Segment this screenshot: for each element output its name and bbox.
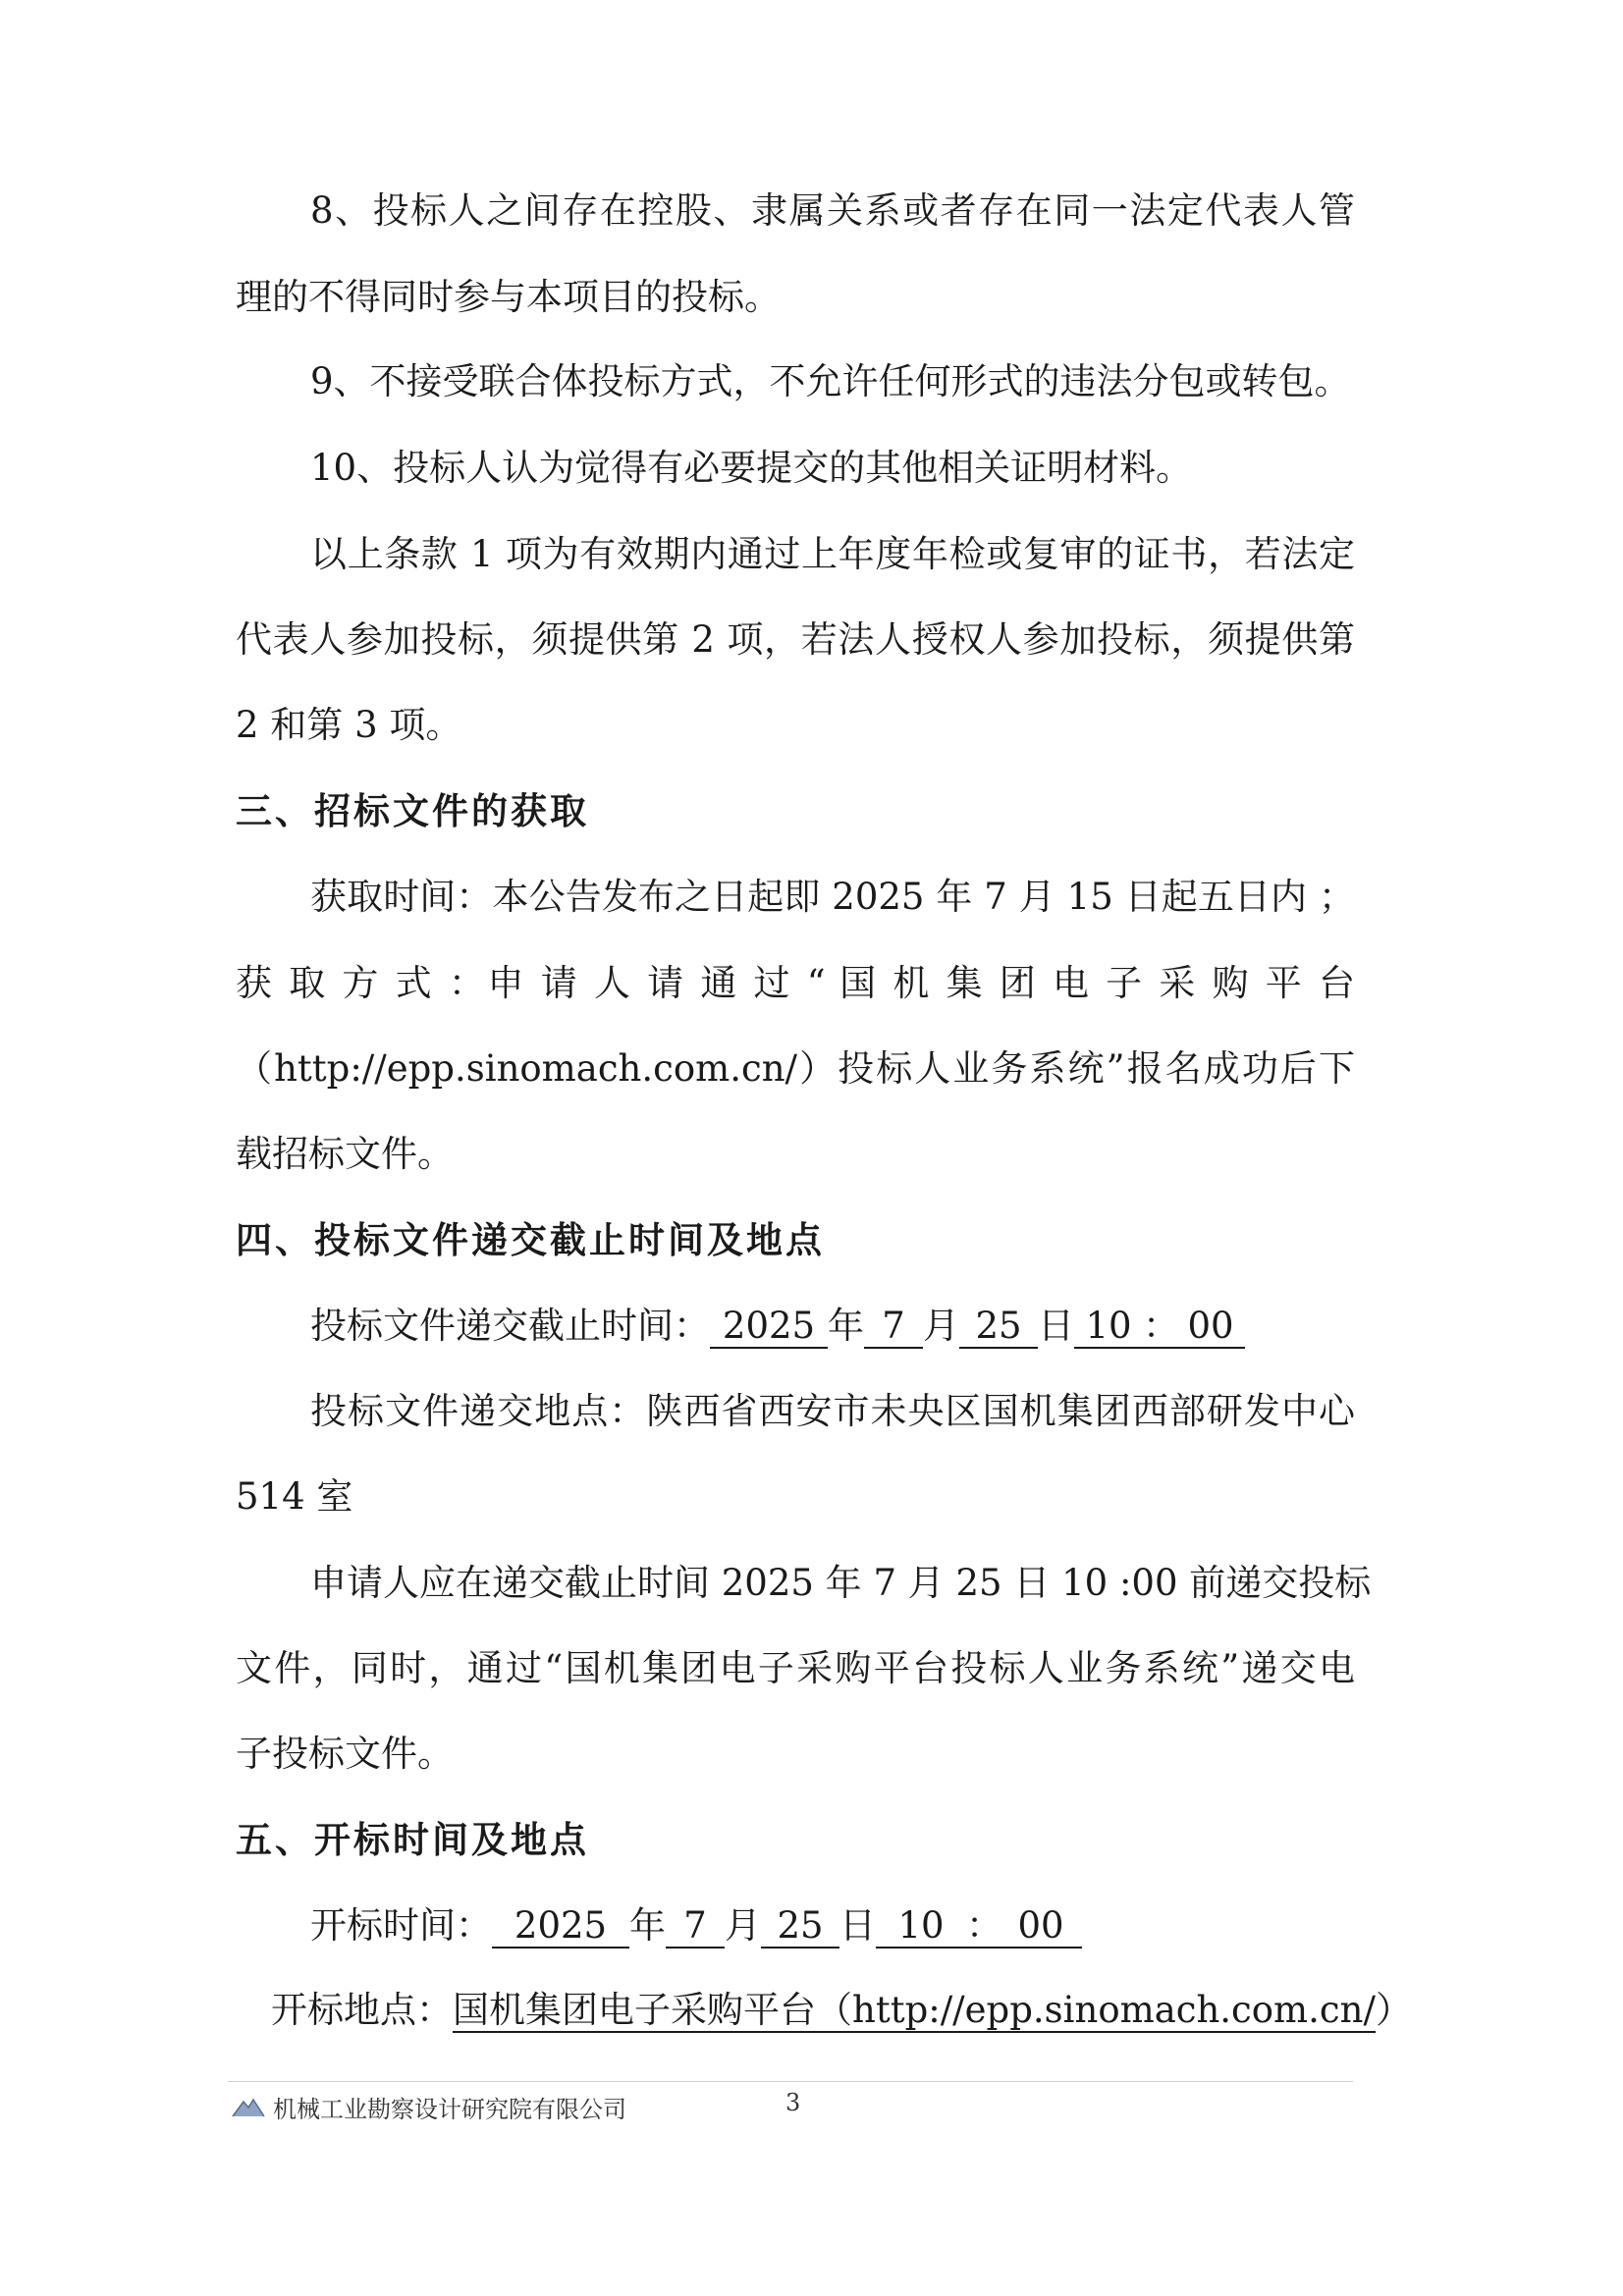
submission-note-line-1: 申请人应在递交截止时间 2025 年 7 月 25 日 10 :00 前递交投标 <box>310 1562 1372 1604</box>
opening-colon: ： <box>966 1904 1002 1947</box>
opening-month: 7 <box>666 1905 725 1949</box>
submission-note-line-2: 文件，同时，通过“国机集团电子采购平台投标人业务系统”递交电 <box>236 1647 1355 1689</box>
opening-place-label: 开标地点： <box>271 1989 453 2031</box>
section-5-heading: 五、开标时间及地点 <box>236 1819 589 1861</box>
deadline-colon: ： <box>1143 1305 1179 1347</box>
opening-day: 25 <box>761 1905 839 1949</box>
footer-company-name: 机械工业勘察设计研究院有限公司 <box>273 2095 626 2123</box>
acquire-method-line-2: （http://epp.sinomach.com.cn/）投标人业务系统”报名成功后下 <box>236 1047 1355 1090</box>
section-4-heading: 四、投标文件递交截止时间及地点 <box>236 1219 825 1261</box>
clause-10: 10、投标人认为觉得有必要提交的其他相关证明材料。 <box>310 447 1193 489</box>
opening-month-unit: 月 <box>725 1904 761 1947</box>
deadline-month: 7 <box>864 1306 923 1349</box>
opening-time-label: 开标时间： <box>310 1904 492 1947</box>
deadline-hour: 10 <box>1074 1306 1143 1349</box>
opening-day-unit: 日 <box>839 1904 876 1947</box>
opening-time-line <box>310 1901 1082 1950</box>
opening-place-close: ） <box>1375 1989 1412 2031</box>
opening-year: 2025 <box>492 1905 629 1949</box>
deadline-month-unit: 月 <box>923 1305 959 1347</box>
submission-place-line-2: 514 室 <box>236 1475 353 1518</box>
note-line-2: 代表人参加投标，须提供第 2 项，若法人授权人参加投标，须提供第 <box>236 618 1355 661</box>
note-line-3: 2 和第 3 项。 <box>236 704 462 746</box>
acquire-method-line-3: 载招标文件。 <box>236 1133 454 1175</box>
section-3-heading: 三、招标文件的获取 <box>236 790 589 832</box>
deadline-year-unit: 年 <box>828 1305 864 1347</box>
deadline-line <box>310 1302 1245 1351</box>
clause-8-line-2: 理的不得同时参与本项目的投标。 <box>236 276 781 318</box>
footer-divider <box>228 2081 1353 2082</box>
opening-year-unit: 年 <box>629 1904 666 1947</box>
opening-hour: 10 <box>876 1905 966 1949</box>
page-number: 3 <box>785 2089 801 2116</box>
deadline-label: 投标文件递交截止时间： <box>310 1305 710 1347</box>
opening-place-line <box>271 1986 1412 2035</box>
submission-place-line-1: 投标文件递交地点：陕西省西安市未央区国机集团西部研发中心 <box>310 1390 1355 1432</box>
footer <box>232 2087 626 2126</box>
note-line-1: 以上条款 1 项为有效期内通过上年度年检或复审的证书，若法定 <box>310 533 1355 575</box>
opening-minute: 00 <box>1000 1905 1082 1949</box>
clause-9: 9、不接受联合体投标方式，不允许任何形式的违法分包或转包。 <box>310 360 1351 402</box>
clause-8-line-1: 8、投标人之间存在控股、隶属关系或者存在同一法定代表人管 <box>310 189 1355 232</box>
acquire-time: 获取时间：本公告发布之日起即 2025 年 7 月 15 日起五日内 ； <box>310 876 1355 918</box>
opening-place-value: 国机集团电子采购平台（http://epp.sinomach.com.cn/ <box>453 1989 1376 2031</box>
deadline-day-unit: 日 <box>1038 1305 1074 1347</box>
deadline-year: 2025 <box>710 1306 828 1349</box>
deadline-day: 25 <box>959 1306 1038 1349</box>
deadline-minute: 00 <box>1176 1306 1245 1349</box>
submission-note-line-3: 子投标文件。 <box>236 1733 454 1775</box>
acquire-method-line-1: 获 取 方 式 ：申 请 人 请 通 过 “ 国 机 集 团 电 子 采 购 平 台 <box>236 962 1355 1004</box>
company-logo-icon <box>232 2096 265 2117</box>
